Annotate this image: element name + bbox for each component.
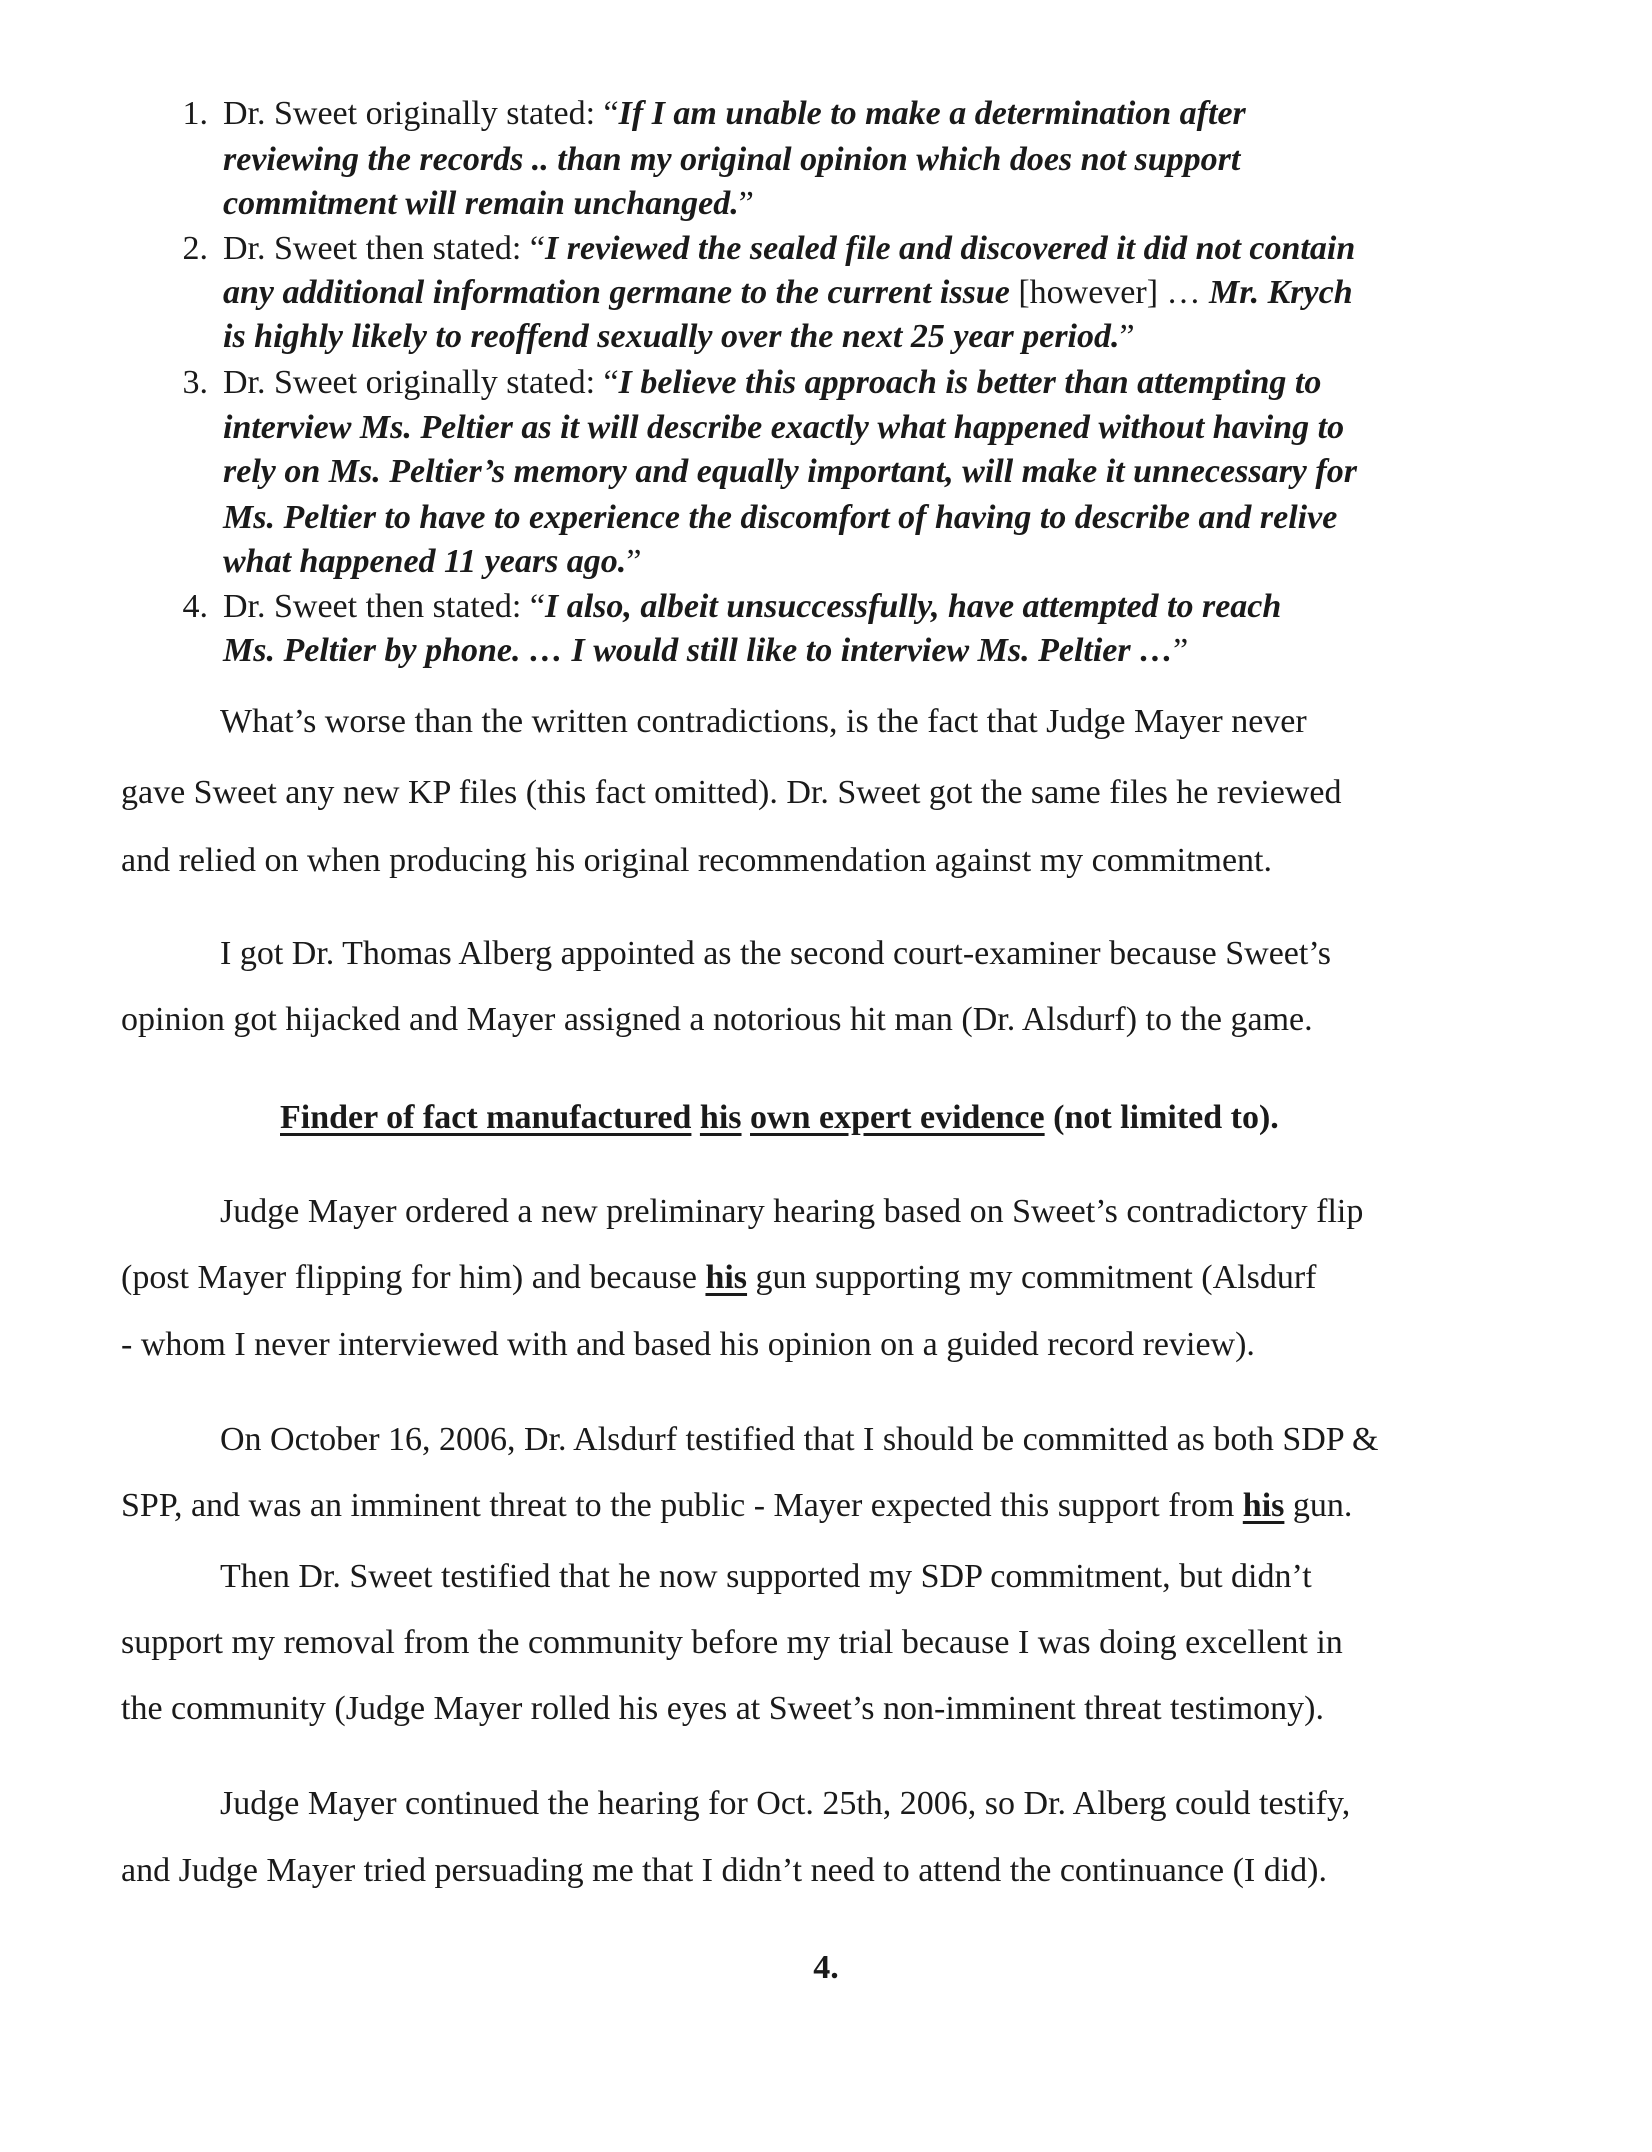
- text-run: his: [699, 1099, 742, 1136]
- list-item-line: [223, 585, 1281, 629]
- text-run: interview Ms. Peltier as it will describe exactly what happened without having to: [223, 409, 1345, 446]
- section-heading: [280, 1096, 1279, 1140]
- text-run: what happened 11 years ago.: [223, 543, 627, 580]
- text-run: Finder of fact manufactured: [280, 1099, 692, 1136]
- list-item-line: [223, 92, 1246, 136]
- text-run: I also, albeit unsuccessfully, have attempted to reach: [544, 588, 1282, 625]
- paragraph-line: [220, 932, 1331, 976]
- text-run: [691, 1099, 700, 1136]
- list-item-line: [223, 182, 754, 226]
- text-run: [however] …: [1018, 274, 1210, 311]
- list-item-line: [223, 361, 1321, 405]
- paragraph-line: [121, 1484, 1352, 1528]
- text-run: Dr. Sweet originally stated: “: [223, 364, 619, 401]
- text-run: If I am unable to make a determination after: [618, 95, 1246, 132]
- text-run: gun supporting my commitment (Alsdurf: [747, 1259, 1317, 1296]
- paragraph-line: [121, 1256, 1317, 1300]
- text-run: gave Sweet any new KP files (this fact omitted). Dr. Sweet got the same files he reviewed: [121, 774, 1342, 811]
- text-run: his: [1242, 1487, 1285, 1524]
- text-run: - whom I never interviewed with and based his opinion on a guided record review).: [121, 1326, 1255, 1363]
- list-number: 4.: [182, 588, 208, 625]
- paragraph-line: [121, 1849, 1327, 1893]
- list-item-line: [223, 138, 1240, 182]
- text-run: What’s worse than the written contradictions, is the fact that Judge Mayer never: [220, 703, 1307, 740]
- text-run: ”: [626, 543, 642, 580]
- paragraph-line: [220, 1418, 1378, 1462]
- text-run: I believe this approach is better than attempting to: [618, 364, 1322, 401]
- paragraph-line: [220, 1555, 1312, 1599]
- list-number: 2.: [182, 230, 208, 267]
- paragraph-line: [121, 771, 1342, 815]
- paragraph-line: [121, 1687, 1324, 1731]
- text-run: opinion got hijacked and Mayer assigned a notorious hit man (Dr. Alsdurf) to the game.: [121, 1001, 1313, 1038]
- text-run: Then Dr. Sweet testified that he now supported my SDP commitment, but didn’t: [220, 1558, 1312, 1595]
- text-run: [742, 1099, 751, 1136]
- list-item-line: [223, 496, 1337, 540]
- list-number: 1.: [182, 95, 208, 132]
- text-run: (not limited to).: [1044, 1099, 1279, 1136]
- text-run: support my removal from the community before my trial because I was doing excellent in: [121, 1624, 1343, 1661]
- text-run: ”: [1173, 632, 1189, 669]
- text-run: Ms. Peltier by phone. … I would still like to interview Ms. Peltier …: [223, 632, 1174, 669]
- text-run: I got Dr. Thomas Alberg appointed as the second court-examiner because Sweet’s: [220, 935, 1331, 972]
- text-run: gun.: [1284, 1487, 1353, 1524]
- list-item-line: [223, 406, 1344, 450]
- text-run: I reviewed the sealed file and discovered it did not contain: [544, 230, 1356, 267]
- text-run: Mr. Krych: [1209, 274, 1353, 311]
- page-number: 4.: [813, 1949, 839, 1986]
- text-run: is highly likely to reoffend sexually over the next 25 year period.: [223, 318, 1120, 355]
- text-run: and Judge Mayer tried persuading me that I didn’t need to attend the continuance (I did).: [121, 1852, 1327, 1889]
- paragraph-line: [121, 998, 1313, 1042]
- text-run: rely on Ms. Peltier’s memory and equally important, will make it unnecessary for: [223, 453, 1357, 490]
- list-item-line: [223, 629, 1188, 673]
- text-run: SPP, and was an imminent threat to the public - Mayer expected this support from: [121, 1487, 1243, 1524]
- text-run: commitment will remain unchanged.: [223, 185, 739, 222]
- paragraph-line: [220, 1782, 1350, 1826]
- list-item-line: [223, 540, 641, 584]
- list-number: 3.: [182, 364, 208, 401]
- paragraph-line: [220, 1190, 1363, 1234]
- text-run: Dr. Sweet then stated: “: [223, 588, 545, 625]
- list-item-line: [223, 227, 1355, 271]
- list-item-line: [223, 271, 1353, 315]
- text-run: (post Mayer flipping for him) and because: [121, 1259, 706, 1296]
- text-run: On October 16, 2006, Dr. Alsdurf testified that I should be committed as both SDP &: [220, 1421, 1379, 1458]
- text-run: Dr. Sweet originally stated: “: [223, 95, 619, 132]
- text-run: own expert evidence: [750, 1099, 1045, 1136]
- text-run: ”: [738, 185, 754, 222]
- paragraph-line: [121, 1621, 1343, 1665]
- text-run: Judge Mayer continued the hearing for Oct. 25th, 2006, so Dr. Alberg could testify,: [220, 1785, 1351, 1822]
- paragraph-line: [121, 839, 1272, 883]
- text-run: Judge Mayer ordered a new preliminary hearing based on Sweet’s contradictory flip: [220, 1193, 1364, 1230]
- paragraph-line: [220, 700, 1307, 744]
- text-run: his: [705, 1259, 748, 1296]
- paragraph-line: [121, 1323, 1255, 1367]
- list-item-line: [223, 450, 1357, 494]
- text-run: ”: [1119, 318, 1135, 355]
- text-run: any additional information germane to the current issue: [223, 274, 1019, 311]
- text-run: reviewing the records .. than my original opinion which does not support: [223, 141, 1241, 178]
- list-item-line: [223, 315, 1135, 359]
- text-run: Ms. Peltier to have to experience the discomfort of having to describe and relive: [223, 499, 1338, 536]
- text-run: the community (Judge Mayer rolled his eyes at Sweet’s non-imminent threat testimony).: [121, 1690, 1324, 1727]
- text-run: and relied on when producing his original recommendation against my commitment.: [121, 842, 1273, 879]
- text-run: Dr. Sweet then stated: “: [223, 230, 545, 267]
